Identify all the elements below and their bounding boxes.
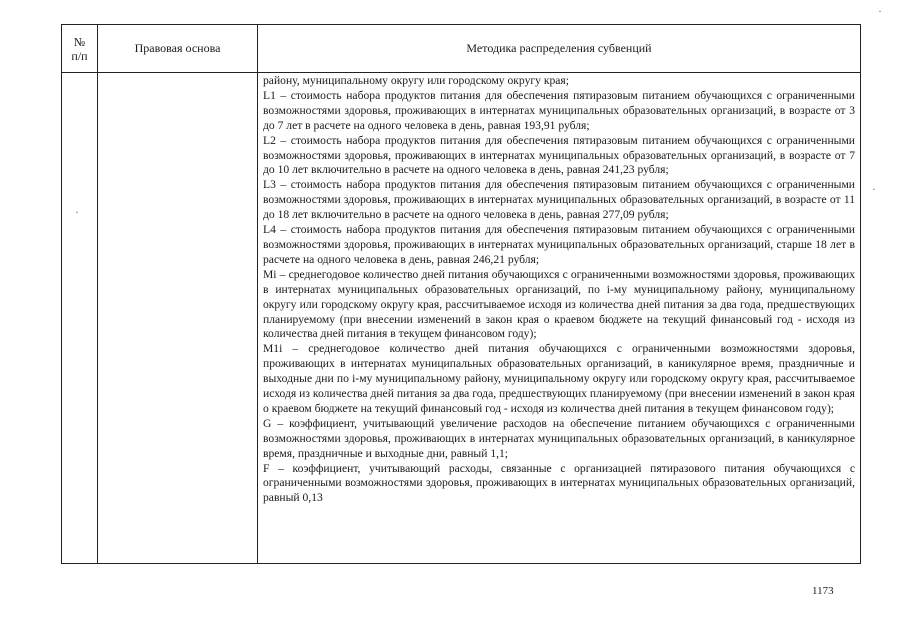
- header-number-line2: п/п: [71, 48, 88, 63]
- paragraph-l1: L1 – стоимость набора продуктов питания для обеспечения пятиразовым питанием обучающихся с ограниченными возможностями здоровья, проживающих в интернатах муниципальных образовательных организаций, в возрасте от 3 до 7 лет в расчете на одного человека в день, равная 193,91 рубля;: [263, 88, 855, 132]
- paragraph-continuation: району, муниципальному округу или городскому округу края;: [263, 74, 569, 87]
- methodology-table: [61, 24, 861, 564]
- paragraph-l2: L2 – стоимость набора продуктов питания для обеспечения пятиразовым питанием обучающихся с ограниченными возможностями здоровья, проживающих в интернатах муниципальных образовательных организаций, в возрасте от 7 до 10 лет включительно в расчете на одного человека в день, равная 241,23 рубля;: [263, 133, 855, 177]
- table-row: [62, 73, 861, 564]
- scan-speck: ·: [878, 4, 882, 18]
- page-number: 1173: [812, 585, 834, 597]
- paragraph-f: F – коэффициент, учитывающий расходы, связанные с организацией пятиразового питания обучающихся с ограниченными возможностями здоровья, проживающих в интернатах муниципальных образовательных организаций, равный 0,13: [263, 461, 855, 505]
- header-number: [62, 25, 98, 73]
- cell-number: [62, 73, 98, 564]
- header-legal-basis: Правовая основа: [98, 25, 258, 73]
- header-number-line1: №: [73, 34, 86, 49]
- paragraph-l3: L3 – стоимость набора продуктов питания для обеспечения пятиразовым питанием обучающихся с ограниченными возможностями здоровья, проживающих в интернатах муниципальных образовательных организаций, в возрасте от 11 до 18 лет включительно в расчете на одного человека в день, равная 277,09 рубля;: [263, 178, 855, 222]
- header-methodology: Методика распределения субвенций: [258, 25, 861, 73]
- cell-legal-basis: [98, 73, 258, 564]
- paragraph-m1i: M1i – среднегодовое количество дней питания обучающихся с ограниченными возможностями здоровья, проживающих в интернатах муниципальных образовательных организаций, в каникулярное время, праздничные и выходные дни по i-му муниципальному району, муниципальному округу или городскому округу края, рассчитываемое исходя из количества дней питания за два года, предшествующих планируемому (при внесении изменений в закон края о краевом бюджете на текущий финансовый год - исходя из количества дней питания в текущем финансовом году);: [263, 342, 855, 415]
- scan-speck: ·: [872, 182, 876, 196]
- paragraph-mi: Mi – среднегодовое количество дней питания обучающихся с ограниченными возможностями здоровья, проживающих в интернатах муниципальных образовательных организаций, по i-му муниципальному району, муниципальному округу или городскому округу края, рассчитываемое исходя из количества дней питания за два года, предшествующих планируемому (при внесении изменений в закон края о краевом бюджете на текущий финансовый год - исходя из количества дней питания в текущем финансовом году);: [263, 267, 855, 341]
- paragraph-l4: L4 – стоимость набора продуктов питания для обеспечения пятиразовым питанием обучающихся с ограниченными возможностями здоровья, проживающих в интернатах муниципальных образовательных организаций, старше 18 лет в расчете на одного человека в день, равная 246,21 рубля;: [263, 223, 855, 266]
- scan-speck: ·: [75, 205, 79, 219]
- cell-methodology: [258, 73, 861, 564]
- table-header-row: [62, 25, 861, 73]
- paragraph-g: G – коэффициент, учитывающий увеличение расходов на обеспечение питанием обучающихся с ограниченными возможностями здоровья, проживающих в интернатах муниципальных образовательных организаций, в каникулярное время, праздничные и выходные дни, равный 1,1;: [263, 416, 855, 460]
